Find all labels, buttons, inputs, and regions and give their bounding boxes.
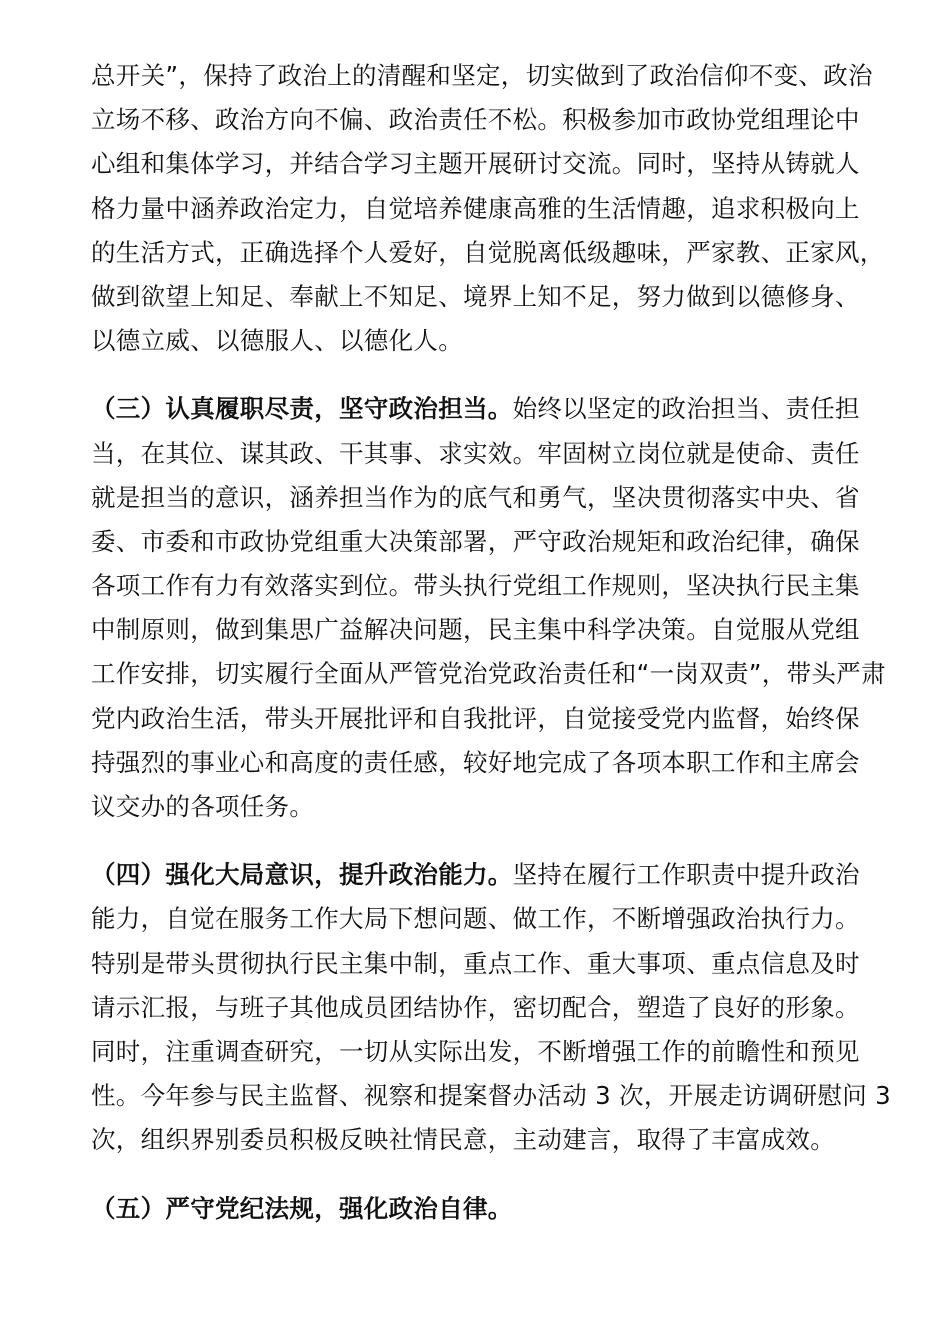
text-line: 立场不移、政治方向不偏、政治责任不松。积极参加市政协党组理论中: [91, 105, 860, 135]
text-line: 能力，自觉在服务工作大局下想问题、做工作，不断增强政治执行力。: [91, 904, 860, 934]
section-heading: （三）认真履职尽责，坚守政治担当。: [91, 394, 513, 424]
document-page: [91, 54, 911, 1255]
text-line: 以德立威、以德服人、以德化人。: [91, 326, 463, 356]
text-line: 委、市委和市政协党组重大决策部署，严守政治规矩和政治纪律，确保: [91, 526, 860, 556]
text-line: 持强烈的事业心和高度的责任感，较好地完成了各项本职工作和主席会: [91, 747, 860, 777]
text-line: 性。今年参与民主监督、视察和提案督办活动 3 次，开展走访调研慰问 3: [91, 1081, 892, 1111]
text-span: 始终以坚定的政治担当、责任担: [512, 394, 860, 424]
paragraph-2-continued: [91, 54, 911, 363]
text-line: 就是担当的意识，涵养担当作为的底气和勇气，坚决贯彻落实中央、省: [91, 482, 860, 512]
text-line: 工作安排，切实履行全面从严管党治党政治责任和“一岗双责”，带头严肃: [91, 659, 886, 689]
text-line: 特别是带头贯彻执行民主集中制，重点工作、重大事项、重点信息及时: [91, 948, 860, 978]
paragraph-3: [91, 387, 911, 829]
text-line: 中制原则，做到集思广益解决问题，民主集中科学决策。自觉服从党组: [91, 615, 860, 645]
text-line: 党内政治生活，带头开展批评和自我批评，自觉接受党内监督，始终保: [91, 703, 860, 733]
text-line: 格力量中涵养政治定力，自觉培养健康高雅的生活情趣，追求积极向上: [91, 193, 860, 223]
text-line: 做到欲望上知足、奉献上不知足、境界上知不足，努力做到以德修身、: [91, 281, 860, 311]
text-line: [91, 853, 911, 897]
text-line: 各项工作有力有效落实到位。带头执行党组工作规则，坚决执行民主集: [91, 571, 860, 601]
paragraph-5: [91, 1187, 911, 1231]
text-line: 次，组织界别委员积极反映社情民意，主动建言，取得了丰富成效。: [91, 1125, 835, 1155]
text-line: 请示汇报，与班子其他成员团结协作，密切配合，塑造了良好的形象。: [91, 992, 860, 1022]
text-line: 心组和集体学习，并结合学习主题开展研讨交流。同时，坚持从铸就人: [91, 149, 860, 179]
paragraph-4: [91, 853, 911, 1162]
text-line: 的生活方式，正确选择个人爱好，自觉脱离低级趣味，严家教、正家风，: [91, 237, 885, 267]
text-line: [91, 387, 911, 431]
text-line: 当，在其位、谋其政、干其事、求实效。牢固树立岗位就是使命、责任: [91, 438, 860, 468]
text-line: 议交办的各项任务。: [91, 792, 315, 821]
section-heading: （五）严守党纪法规，强化政治自律。: [91, 1193, 513, 1223]
text-line: 总开关”，保持了政治上的清醒和坚定，切实做到了政治信仰不变、政治: [91, 61, 873, 90]
text-span: 坚持在履行工作职责中提升政治: [512, 860, 860, 890]
section-heading: （四）强化大局意识，提升政治能力。: [91, 860, 513, 890]
text-line: 同时，注重调查研究，一切从实际出发，不断增强工作的前瞻性和预见: [91, 1036, 860, 1066]
